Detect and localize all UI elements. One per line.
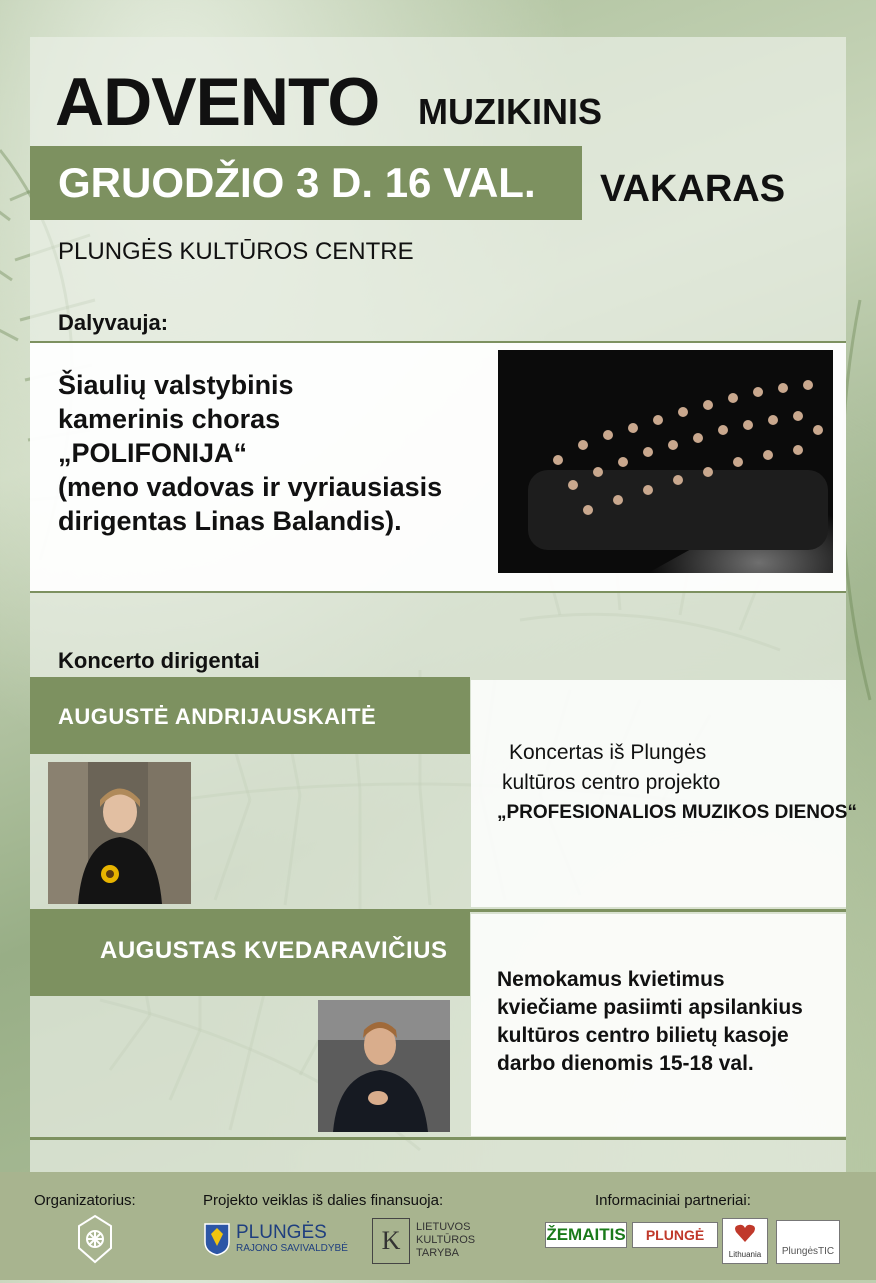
partner-logo-lithuania-text: Lithuania <box>728 1250 762 1259</box>
conductor-photo-2 <box>318 1000 450 1132</box>
section-divider <box>30 1137 846 1140</box>
choir-line: Šiaulių valstybinis <box>58 370 294 400</box>
lkt-line: KULTŪROS <box>416 1234 476 1246</box>
project-info <box>497 738 857 828</box>
conductor-name-2: AUGUSTAS KVEDARAVIČIUS <box>100 937 448 964</box>
project-line: kultūros centro projekto <box>502 771 721 794</box>
funding-label: Projekto veiklas iš dalies finansuoja: <box>203 1192 444 1209</box>
conductors-label: Koncerto dirigentai <box>58 648 260 673</box>
partner-logo-tic: PlungėsTIC <box>776 1220 840 1264</box>
project-name: „PROFESIONALIOS MUZIKOS DIENOS“ <box>497 802 857 823</box>
conductor-photo-1 <box>48 762 191 904</box>
lkt-logo-mark: K <box>372 1218 410 1264</box>
plunge-logo-text: PLUNGĖS <box>236 1222 327 1243</box>
tickets-line: Nemokamus kvietimus <box>497 968 725 991</box>
partner-logo-lithuania <box>722 1218 768 1264</box>
lkt-line: LIETUVOS <box>416 1221 471 1233</box>
poster-title: ADVENTO <box>55 64 380 140</box>
tickets-line: darbo dienomis 15-18 val. <box>497 1052 754 1075</box>
poster-title-evening: VAKARAS <box>600 168 786 210</box>
lkt-line: TARYBA <box>416 1247 459 1259</box>
tickets-info <box>497 966 803 1078</box>
coat-of-arms-icon <box>203 1222 231 1256</box>
organizer-label: Organizatorius: <box>34 1192 136 1209</box>
choir-line: kamerinis choras <box>58 404 281 434</box>
tickets-line: kultūros centro bilietų kasoje <box>497 1024 789 1047</box>
plunge-logo-subtext: RAJONO SAVIVALDYBĖ <box>236 1243 348 1254</box>
choir-line: „POLIFONIJA“ <box>58 438 248 468</box>
partners-label: Informaciniai partneriai: <box>595 1192 751 1209</box>
conductor-name-1: AUGUSTĖ ANDRIJAUSKAITĖ <box>58 704 377 729</box>
venue: PLUNGĖS KULTŪROS CENTRE <box>58 238 414 265</box>
participants-label: Dalyvauja: <box>58 310 169 335</box>
choir-photo <box>498 350 833 573</box>
ornament-emblem-icon <box>77 1214 113 1264</box>
poster-title-sub: MUZIKINIS <box>418 91 602 132</box>
choir-line: dirigentas Linas Balandis). <box>58 506 402 536</box>
partner-logo-plunge: PLUNGĖ <box>632 1222 718 1248</box>
event-date: GRUODŽIO 3 D. 16 VAL. <box>58 159 536 206</box>
partner-logo-zemaitis: ŽEMAITIS <box>545 1222 627 1248</box>
project-line: Koncertas iš Plungės <box>509 741 707 764</box>
lkt-logo-text <box>416 1221 475 1260</box>
tickets-line: kviečiame pasiimti apsilankius <box>497 996 803 1019</box>
choir-description <box>58 368 442 538</box>
choir-line: (meno vadovas ir vyriausiasis <box>58 472 443 502</box>
